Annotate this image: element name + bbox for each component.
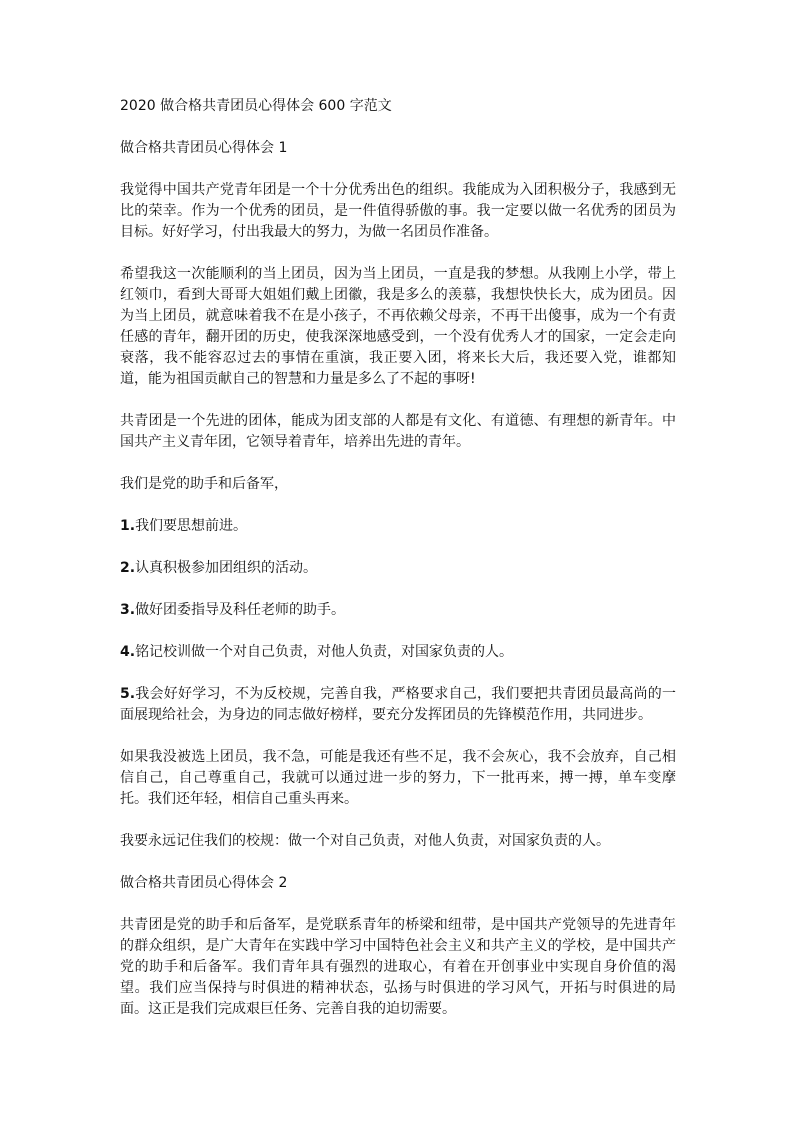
- paragraph: 希望我这一次能顺利的当上团员，因为当上团员，一直是我的梦想。从我刚上小学，带上红领巾，看到大哥哥大姐姐们戴上团徽，我是多么的羡慕，我想快快长大，成为团员。因为当上团员，就意味着我不在是小孩子，不再依赖父母亲，不再干出傻事，成为一个有责任感的青年，翻开团的历史，使我深深地感受到，一个没有优秀人才的国家，一定会走向衰落，我不能容忍过去的事情在重演，我正要入团，将来长大后，我还要入党，谁都知道，能为祖国贡献自己的智慧和力量是多么了不起的事呀!: [120, 266, 676, 387]
- list-item-number: 3.: [120, 602, 136, 618]
- paragraph: 共青团是一个先进的团体，能成为团支部的人都是有文化、有道德、有理想的新青年。中国共产主义青年团，它领导着青年，培养出先进的青年。: [120, 413, 676, 450]
- paragraph: 我要永远记住我们的校规：做一个对自己负责，对他人负责，对国家负责的人。: [120, 833, 610, 849]
- document-title: 2020 做合格共青团员心得体会 600 字范文: [120, 98, 392, 114]
- list-item: [120, 684, 676, 726]
- list-item: [120, 558, 676, 579]
- paragraph: 如果我没被选上团员，我不急，可能是我还有些不足，我不会灰心，我不会放弃，自己相信自己，自己尊重自己，我就可以通过进一步的努力，下一批再来，搏一搏，单车变摩托。我们还年轻，相信自己重头再来。: [120, 749, 676, 807]
- list-item-text: 认真积极参加团组织的活动。: [135, 560, 318, 576]
- document-body: [120, 96, 676, 1041]
- paragraph: 我们是党的助手和后备军，: [120, 476, 288, 492]
- list-item-number: 2.: [120, 560, 136, 576]
- list-item: [120, 642, 676, 663]
- section-2-heading: 做合格共青团员心得体会 2: [120, 875, 288, 891]
- list-item-number: 5.: [120, 686, 136, 702]
- paragraph: 我觉得中国共产党青年团是一个十分优秀出色的组织。我能成为入团积极分子，我感到无比的荣幸。作为一个优秀的团员，是一件值得骄傲的事。我一定要以做一名优秀的团员为目标。好好学习，付出我最大的努力，为做一名团员作准备。: [120, 182, 676, 240]
- list-item: [120, 516, 676, 537]
- list-item-number: 4.: [120, 644, 136, 660]
- list-item-text: 我会好好学习，不为反校规，完善自我，严格要求自己，我们要把共青团员最高尚的一面展现给社会，为身边的同志做好榜样，要充分发挥团员的先锋模范作用，共同进步。: [120, 686, 676, 723]
- section-1-heading: 做合格共青团员心得体会 1: [120, 140, 288, 156]
- list-item-number: 1.: [120, 518, 136, 534]
- list-item: [120, 600, 676, 621]
- list-item-text: 铭记校训做一个对自己负责，对他人负责，对国家负责的人。: [135, 644, 514, 660]
- paragraph: 共青团是党的助手和后备军，是党联系青年的桥梁和纽带，是中国共产党领导的先进青年的群众组织，是广大青年在实践中学习中国特色社会主义和共产主义的学校，是中国共产党的助手和后备军。我们青年具有强烈的进取心，有着在开创事业中实现自身价值的渴望。我们应当保持与时俱进的精神状态，弘扬与时俱进的学习风气，开拓与时俱进的局面。这正是我们完成艰巨任务、完善自我的迫切需要。: [120, 917, 676, 1017]
- list-item-text: 我们要思想前进。: [135, 518, 248, 534]
- list-item-text: 做好团委指导及科任老师的助手。: [135, 602, 346, 618]
